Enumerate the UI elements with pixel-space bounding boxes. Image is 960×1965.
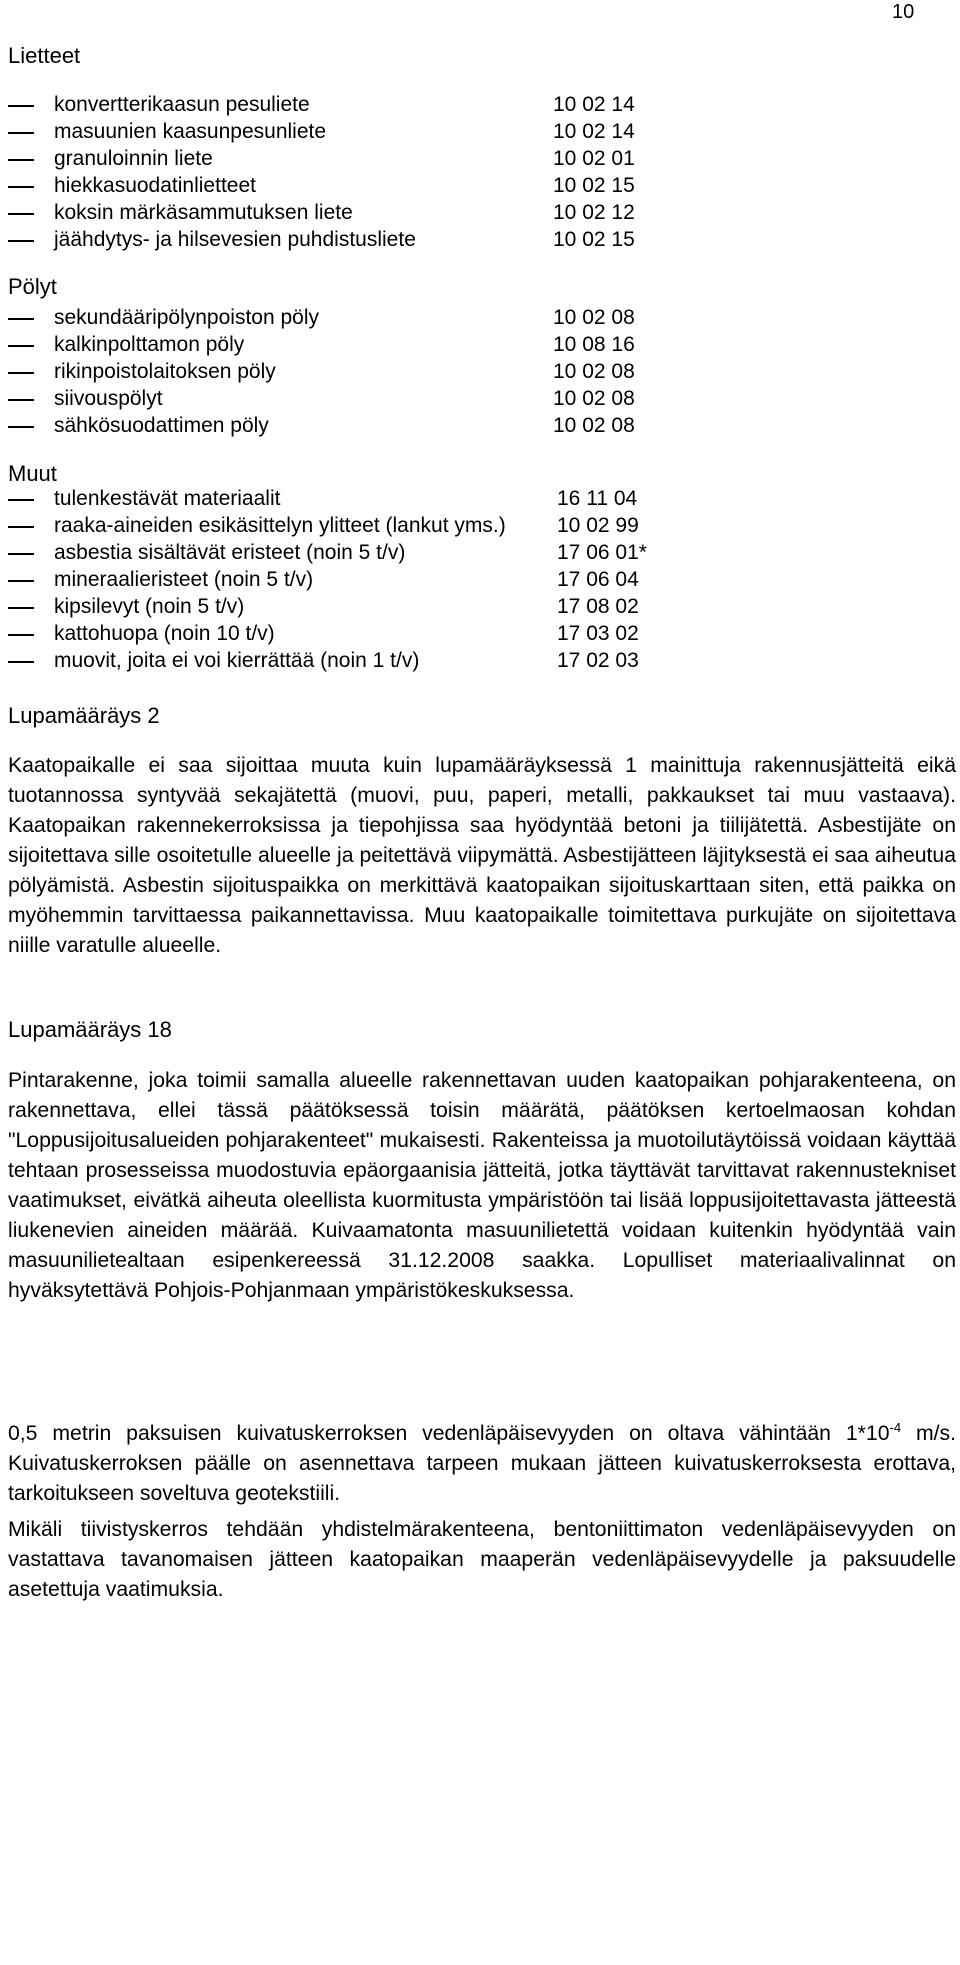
dash-bullet — [8, 345, 34, 347]
dash-bullet — [8, 499, 34, 501]
dash-bullet — [8, 372, 34, 374]
section-heading-lietteet: Lietteet — [8, 43, 81, 68]
section-heading-muut: Muut — [8, 461, 57, 486]
dash-bullet — [8, 132, 34, 134]
dash-bullet — [8, 213, 34, 215]
dash-bullet — [8, 526, 34, 528]
lupa18-heading: Lupamääräys 18 — [8, 1017, 172, 1042]
dash-bullet — [8, 186, 34, 188]
dash-bullet — [8, 607, 34, 609]
lupa2-paragraph: Kaatopaikalle ei saa sijoittaa muuta kuin lupamääräyksessä 1 mainittuja rakennusjätteitä eikä tuotannossa syntyvää sekajätettä (muovi, puu, paperi, metalli, pakkaukset tai muu vastaava). Kaatopaikan rakennekerroksissa ja tiepohjissa saa hyödyntää betoni ja tiilijätettä. Asbestijäte on sijoitettava sille osoitetulle alueelle ja peitettävä viipymättä. Asbestijätteen läjityksestä ei saa aiheutua pölyämistä. Asbestin sijoituspaikka on merkittävä kaatopaikan sijoituskarttaan siten, että paikka on myöhemmin tarvittaessa paikannettavissa. Muu kaatopaikalle toimitettava purkujäte on sijoitettava niille varatulle alueelle. — [8, 754, 956, 957]
dash-bullet — [8, 399, 34, 401]
lupa18-paragraph-1: Pintarakenne, joka toimii samalla alueelle rakennettavan uuden kaatopaikan pohjarakenteena, on rakennettava, ellei tässä päätöksessä toisin määrätä, päätöksen kertoelmaosan kohdan "Loppusijoitusalueiden pohjarakenteet" mukaisesti. Rakenteissa ja muotoilutäytöissä voidaan käyttää tehtaan prosesseissa muodostuvia epäorgaanisia jätteitä, jotka täyttävät tarvittavat rakennustekniset vaatimukset, eivätkä aiheuta oleellista kuormitusta ympäristöön tai lisää loppusijoitettavasta jätteestä liukenevien aineiden määrää. Kuivaamatonta masuunilietettä voidaan kuitenkin hyödyntää vain masuunilietealtaan esipenkereessä 31.12.2008 saakka. Lopulliset materiaalivalinnat on hyväksytettävä Pohjois-Pohjanmaan ympäristökeskuksessa. — [8, 1069, 956, 1302]
dash-bullet — [8, 159, 34, 161]
section-heading-polyt: Pölyt — [8, 274, 57, 299]
dash-bullet — [8, 553, 34, 555]
exponent: -4 — [889, 1420, 902, 1435]
lupa18-paragraph-3: Mikäli tiivistyskerros tehdään yhdistelmärakenteena, bentoniittimaton vedenläpäisevyyden on vastattava tavanomaisen jätteen kaatopaikan maaperän vedenläpäisevyydelle ja paksuudelle asetettuja vaatimuksia. — [8, 1518, 956, 1601]
dash-bullet — [8, 661, 34, 663]
dash-bullet — [8, 634, 34, 636]
dash-bullet — [8, 105, 34, 107]
dash-bullet — [8, 580, 34, 582]
lupa18-paragraph-2: 0,5 metrin paksuisen kuivatuskerroksen vedenläpäisevyyden on oltava vähintään $1*10^{-4}$ m/s. Kuivatuskerroksen päälle on asennettava tarpeen mukaan jätteen kuivatuskerroksesta erottava, tarkoitukseen soveltuva geotekstiili. — [8, 1420, 956, 1506]
dash-bullet — [8, 318, 34, 320]
dash-bullet — [8, 426, 34, 428]
lupa2-heading: Lupamääräys 2 — [8, 703, 160, 728]
dash-bullet — [8, 240, 34, 242]
page-number: 10 — [892, 1, 915, 23]
